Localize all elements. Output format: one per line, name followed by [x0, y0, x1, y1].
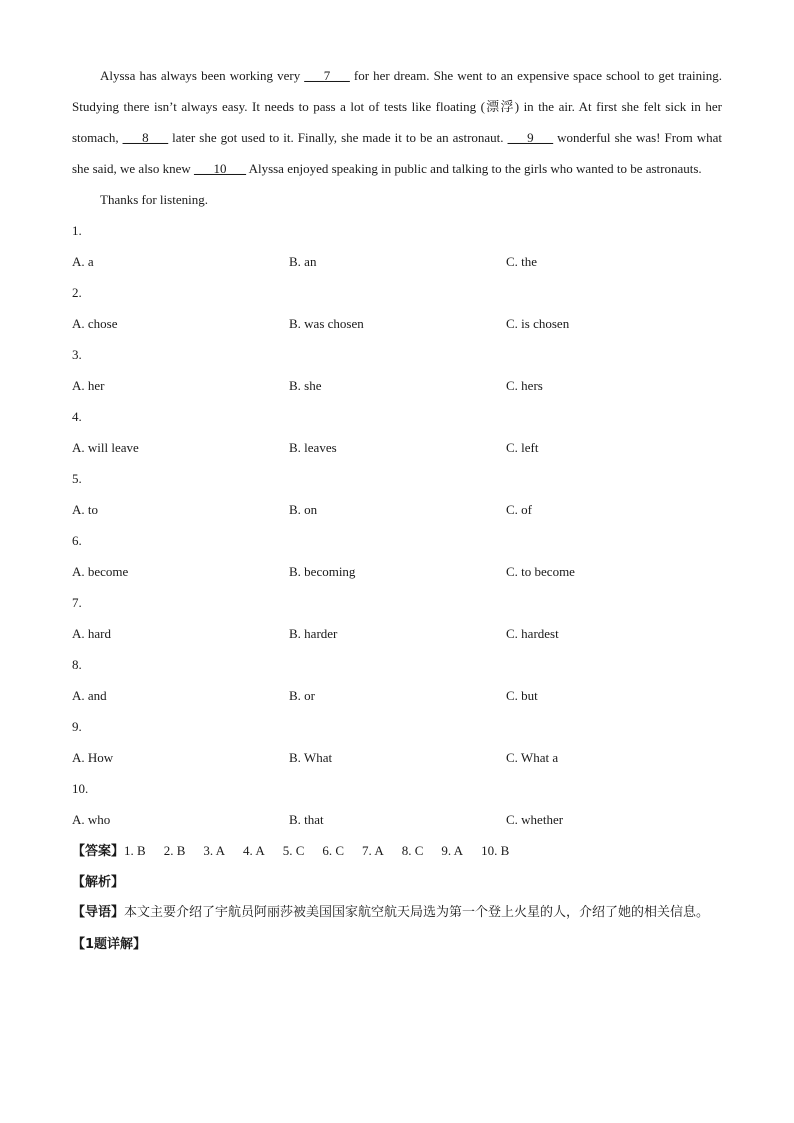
- question-number: 7.: [72, 595, 82, 610]
- option-b: B. that: [289, 812, 324, 827]
- option-b: B. harder: [289, 626, 338, 641]
- blank-8: ___8___: [122, 130, 169, 145]
- option-a: A. and: [72, 688, 107, 703]
- question-number: 4.: [72, 409, 82, 424]
- passage-text: wonderful she was! From what she said, we also knew: [72, 130, 722, 176]
- option-b: B. on: [289, 502, 318, 517]
- guide-tag: 【导语】: [72, 905, 125, 920]
- option-c: C. but: [506, 688, 538, 703]
- question-number: 10.: [72, 781, 89, 796]
- option-b: B. leaves: [289, 440, 337, 455]
- option-b: B. was chosen: [289, 316, 364, 331]
- option-c: C. left: [506, 440, 539, 455]
- option-a: A. her: [72, 378, 105, 393]
- option-c: C. is chosen: [506, 316, 570, 331]
- guide-paragraph: [72, 897, 722, 928]
- options-row: [72, 308, 722, 339]
- analysis-heading: [72, 866, 722, 897]
- answer-item: 9. A: [441, 843, 464, 858]
- passage-text: Alyssa has always been working very: [100, 68, 305, 83]
- document-page: [72, 60, 722, 959]
- question-number: 9.: [72, 719, 82, 734]
- answer-item: 3. A: [203, 843, 226, 858]
- options-row: [72, 804, 722, 835]
- question-number: 3.: [72, 347, 82, 362]
- option-b: B. she: [289, 378, 322, 393]
- option-c: C. hers: [506, 378, 543, 393]
- option-c: C. of: [506, 502, 532, 517]
- options-row: [72, 370, 722, 401]
- blank-7: ___7___: [304, 68, 350, 83]
- answer-item: 10. B: [481, 843, 510, 858]
- closing-paragraph: Thanks for listening.: [100, 192, 208, 207]
- answer-item: 4. A: [243, 843, 265, 858]
- answer-item: 7. A: [362, 843, 384, 858]
- option-a: A. who: [72, 812, 111, 827]
- option-c: C. hardest: [506, 626, 559, 641]
- question-number: 5.: [72, 471, 82, 486]
- answer-item: 8. C: [401, 843, 424, 858]
- option-a: A. become: [72, 564, 129, 579]
- answer-item: 1. B: [124, 843, 146, 858]
- option-a: A. How: [72, 750, 114, 765]
- answer-key: [72, 835, 722, 866]
- option-a: A. will leave: [72, 440, 139, 455]
- options-row: [72, 432, 722, 463]
- passage-text: for her dream. She went to an expensive space school to get training. Studying there isn’t always easy. It needs to pass a lot of tests like floating (漂浮) in the air. At first she felt sick in her stomach,: [72, 68, 722, 145]
- options-row: [72, 556, 722, 587]
- detail-tag: 【1题详解】: [72, 937, 147, 952]
- option-a: A. a: [72, 254, 94, 269]
- detail-heading: [72, 928, 722, 959]
- option-b: B. What: [289, 750, 333, 765]
- answer-item: 2. B: [163, 843, 186, 858]
- question-number: 2.: [72, 285, 82, 300]
- answer-item: 5. C: [282, 843, 305, 858]
- option-c: C. to become: [506, 564, 575, 579]
- option-c: C. whether: [506, 812, 564, 827]
- options-row: [72, 618, 722, 649]
- blank-10: ___10___: [194, 161, 247, 176]
- options-row: [72, 246, 722, 277]
- options-row: [72, 742, 722, 773]
- question-number: 6.: [72, 533, 82, 548]
- option-b: B. becoming: [289, 564, 356, 579]
- option-a: A. to: [72, 502, 98, 517]
- option-c: C. the: [506, 254, 538, 269]
- answer-tag: 【答案】: [72, 844, 125, 859]
- passage-text: later she got used to it. Finally, she made it to be an astronaut.: [168, 130, 508, 145]
- option-a: A. chose: [72, 316, 118, 331]
- options-row: [72, 494, 722, 525]
- option-b: B. or: [289, 688, 315, 703]
- option-a: A. hard: [72, 626, 111, 641]
- question-list: [72, 215, 722, 835]
- option-b: B. an: [289, 254, 317, 269]
- passage-text: Alyssa enjoyed speaking in public and talking to the girls who wanted to be astronauts.: [246, 161, 702, 176]
- answer-item: 6. C: [322, 843, 345, 858]
- option-c: C. What a: [506, 750, 559, 765]
- analysis-tag: 【解析】: [72, 875, 125, 890]
- options-row: [72, 680, 722, 711]
- question-number: 8.: [72, 657, 82, 672]
- passage-paragraph: [72, 60, 722, 184]
- guide-text: 本文主要介绍了宇航员阿丽莎被美国国家航空航天局选为第一个登上火星的人，介绍了她的相关信息。: [124, 905, 710, 920]
- blank-9: ___9___: [507, 130, 554, 145]
- question-number: 1.: [72, 223, 82, 238]
